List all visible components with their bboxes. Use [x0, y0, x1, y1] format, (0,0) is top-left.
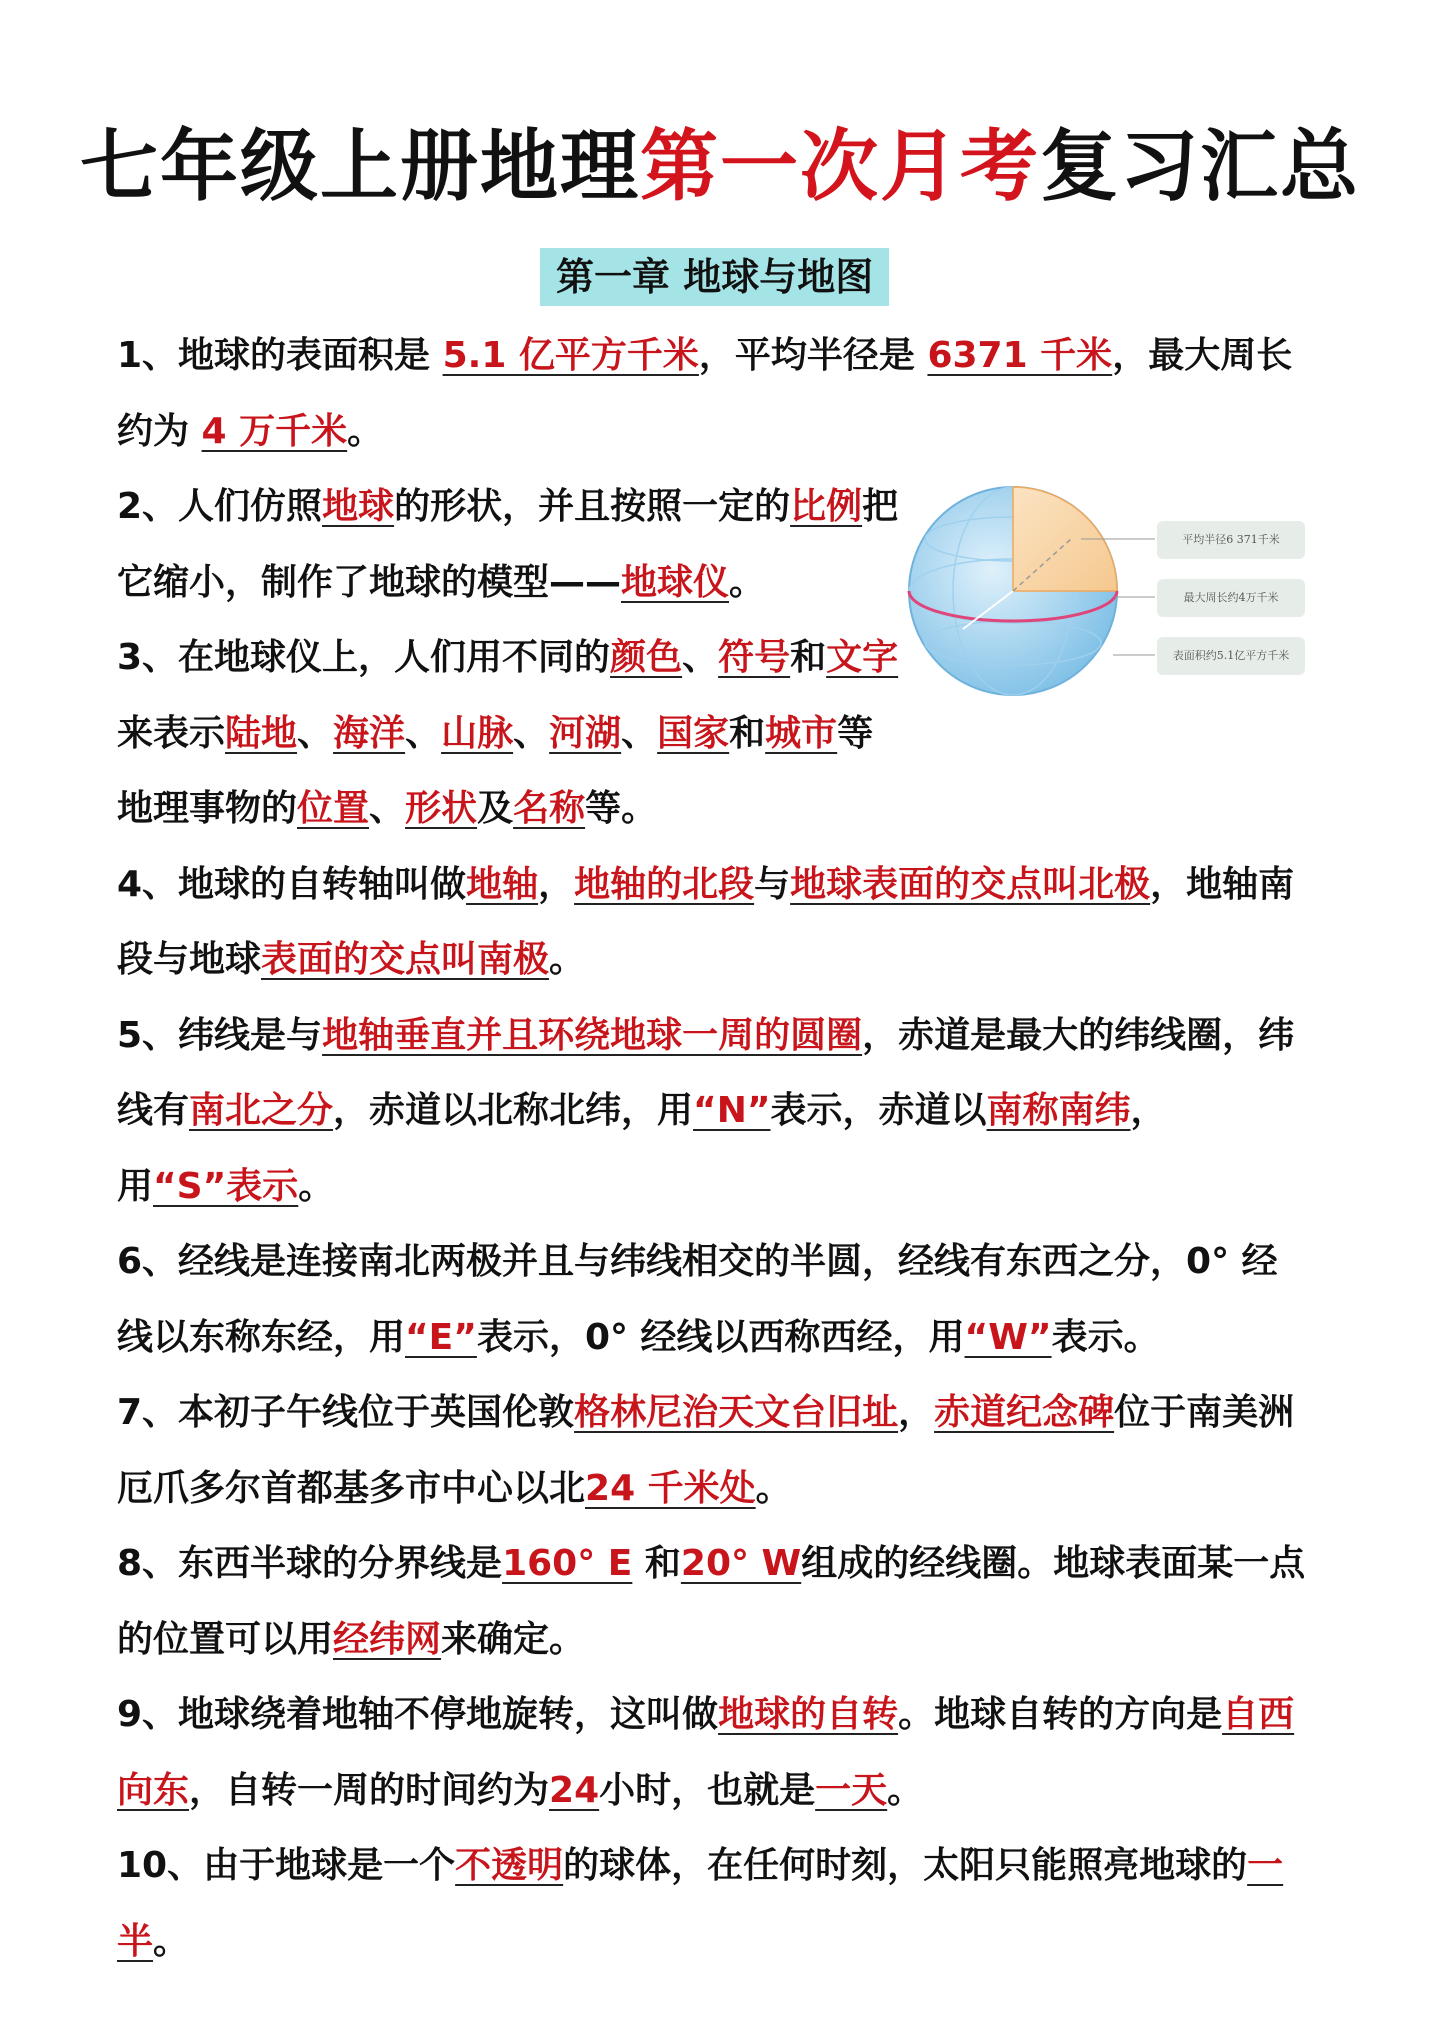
item-3-text: 、: [369, 788, 406, 829]
item-4-text: 与: [754, 863, 791, 905]
title-highlight: 第一次月考: [639, 121, 1040, 212]
item-9-text: ，自转一周的时间约为: [189, 1769, 550, 1811]
globe-label-circumference: 最大周长约4万千米: [1157, 579, 1305, 617]
answer: 地轴垂直并且环绕地球一周的圆圈: [322, 1014, 863, 1056]
item-3-text: 和: [790, 637, 827, 678]
item-7-text: 。: [755, 1467, 792, 1509]
answer-circumference: 4 万千米: [201, 410, 348, 452]
item-3-text: 、: [621, 712, 658, 754]
answer-radius: 6371 千米: [927, 335, 1113, 376]
item-6-text: 6、经线是连接南北两极并且与纬线相交的半圆，经线有东西之分，0° 经线以东称东经，用: [117, 1241, 1278, 1358]
answer: 一天: [815, 1769, 888, 1811]
answer: 符号: [718, 637, 791, 678]
item-9-text: 9、地球绕着地轴不停地旋转，这叫做: [117, 1694, 719, 1735]
answer: 陆地: [225, 712, 298, 754]
answer: 地球表面的交点叫北极: [790, 863, 1151, 905]
answer: “N”: [693, 1090, 771, 1131]
answer: 城市: [765, 712, 838, 754]
answer: 位置: [297, 788, 370, 829]
item-8-text: 8、东西半球的分界线是: [117, 1543, 503, 1584]
item-2-text: 的形状，并且按照一定的: [394, 486, 791, 527]
item-5: [117, 998, 1309, 1225]
item-3-text: 来表示: [117, 712, 226, 754]
item-1-text: 。: [347, 410, 384, 452]
globe-label-area: 表面积约5.1亿平方千米: [1157, 637, 1305, 675]
answer: “W”: [964, 1316, 1052, 1358]
item-9: [117, 1677, 1309, 1828]
answer: 不透明: [455, 1845, 564, 1886]
item-7-text: 位于南美洲厄爪多尔首都基多市中心以北: [117, 1392, 1295, 1509]
item-2-text: 。: [729, 561, 766, 603]
answer: “S”表示: [153, 1165, 299, 1207]
item-5-text: 5、纬线是与: [117, 1014, 323, 1056]
item-3-text: 3、在地球仪上，人们用不同的: [117, 637, 611, 678]
item-4: [117, 847, 1309, 998]
item-4-text: ，: [538, 863, 575, 905]
item-3-text: 、: [297, 712, 334, 754]
answer: 24: [549, 1769, 600, 1811]
title-part1: 七年级上册地理: [79, 121, 640, 212]
item-5-text: ，用: [117, 1090, 1167, 1207]
item-3-text: 等。: [585, 788, 658, 829]
answer: 南称南纬: [986, 1090, 1131, 1131]
item-9-text: 。: [887, 1769, 924, 1811]
item-10-text: 10、由于地球是一个: [117, 1845, 456, 1886]
item-6: [117, 1224, 1309, 1375]
answer: 24 千米处: [585, 1467, 756, 1509]
item-6-text: 表示，0° 经线以西称西经，用: [476, 1316, 965, 1358]
item-10-text: 的球体，在任何时刻，太阳只能照亮地球的: [563, 1845, 1248, 1886]
answer: 文字: [826, 637, 899, 678]
page-title: [0, 120, 1440, 214]
answer-earth: 地球: [322, 486, 395, 527]
answer: 山脉: [441, 712, 514, 754]
answer: 表面的交点叫南极: [261, 939, 550, 980]
answer: “E”: [405, 1316, 477, 1358]
item-1-text: ，平均半径是: [698, 335, 928, 376]
title-part2: 复习汇总: [1040, 121, 1361, 212]
globe-label-radius: 平均半径6 371千米: [1157, 521, 1305, 559]
item-4-text: 4、地球的自转轴叫做: [117, 863, 467, 905]
answer: 国家: [657, 712, 730, 754]
item-3-text: 和: [729, 712, 766, 754]
chapter-heading: 第一章 地球与地图: [540, 248, 889, 306]
answer-globe: 地球仪: [621, 561, 730, 603]
globe-figure: [903, 479, 1315, 707]
item-3-text: 及: [477, 788, 514, 829]
item-1-text: 1、地球的表面积是: [117, 335, 443, 376]
item-5-text: ，赤道以北称北纬，用: [333, 1090, 694, 1131]
answer: 赤道纪念碑: [934, 1392, 1115, 1433]
answer: 地球的自转: [718, 1694, 899, 1735]
item-6-text: 表示。: [1051, 1316, 1160, 1358]
item-2-text: 把它缩小，制作了地球的模型——: [117, 486, 899, 603]
answer: 格林尼治天文台旧址: [574, 1392, 899, 1433]
item-10-text: 。: [153, 1920, 190, 1962]
answer: 南北之分: [189, 1090, 334, 1131]
answer: 地轴的北段: [574, 863, 755, 905]
answer: 名称: [513, 788, 586, 829]
item-8-text: 来确定。: [441, 1618, 586, 1660]
item-8: [117, 1526, 1309, 1677]
answer-surface-area: 5.1 亿平方千米: [442, 335, 699, 376]
item-1-text: ，最大周长约为: [117, 335, 1293, 452]
answer: 自西向东: [117, 1694, 1295, 1811]
item-5-text: 表示，赤道以: [770, 1090, 987, 1131]
item-7: [117, 1375, 1309, 1526]
item-8-text: 和: [632, 1543, 681, 1584]
review-content: [117, 318, 1309, 1979]
answer: 颜色: [610, 637, 683, 678]
answer: 经纬网: [333, 1618, 442, 1660]
item-7-text: 7、本初子午线位于英国伦敦: [117, 1392, 575, 1433]
answer: 河湖: [549, 712, 622, 754]
item-2-text: 2、人们仿照: [117, 486, 323, 527]
item-7-text: ，: [898, 1392, 935, 1433]
answer: 20° W: [680, 1543, 802, 1584]
item-5-text: ，赤道是最大的纬线圈，纬线有: [117, 1014, 1295, 1131]
item-4-text: ，地轴南段与地球: [117, 863, 1295, 980]
item-3-text: 、: [405, 712, 442, 754]
item-9-text: 。地球自转的方向是: [898, 1694, 1223, 1735]
item-5-text: 。: [298, 1165, 335, 1207]
answer: 海洋: [333, 712, 406, 754]
item-3-text: 、: [682, 637, 719, 678]
item-3-text: 等地理事物的: [117, 712, 874, 829]
item-3-text: 、: [513, 712, 550, 754]
item-1: [117, 318, 1309, 469]
item-9-text: 小时，也就是: [599, 1769, 816, 1811]
item-10: [117, 1828, 1309, 1979]
item-8-text: 组成的经线圈。地球表面某一点的位置可以用: [117, 1543, 1306, 1660]
answer: 形状: [405, 788, 478, 829]
answer: 地轴: [466, 863, 539, 905]
answer-scale: 比例: [790, 486, 863, 527]
answer: 160° E: [502, 1543, 633, 1584]
answer: 一半: [117, 1845, 1284, 1962]
item-4-text: 。: [549, 939, 586, 980]
